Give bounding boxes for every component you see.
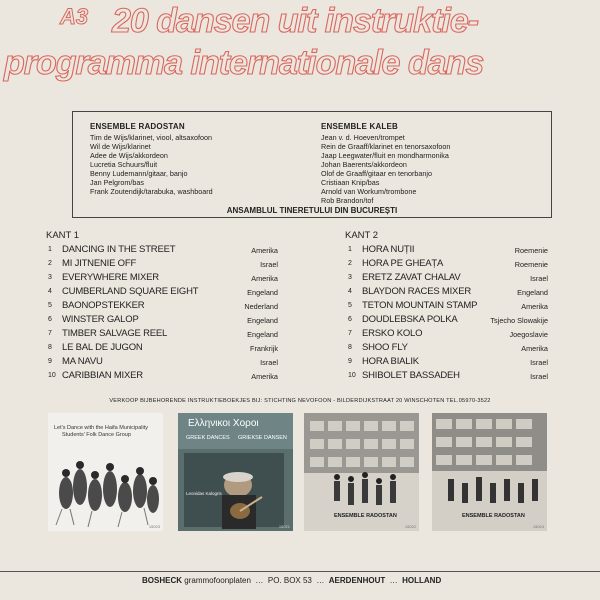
track-number: 2: [48, 260, 52, 267]
track-country: Amerika: [521, 344, 548, 353]
member: Cristiaan Knip/bas: [321, 178, 380, 187]
album-thumbnail-greek-dances: [178, 413, 293, 531]
track-row: [348, 300, 548, 314]
track-title: MA NAVU: [62, 356, 103, 367]
track-row: [48, 244, 278, 258]
track-country: Israel: [530, 358, 548, 367]
track-country: Engeland: [247, 330, 278, 339]
track-country: Frankrijk: [250, 344, 278, 353]
band-label: ENSEMBLE RADOSTAN: [334, 513, 397, 519]
track-country: Tsjecho Slowakije: [490, 316, 548, 325]
track-number: 6: [48, 316, 52, 323]
track-country: Engeland: [247, 316, 278, 325]
track-country: Roemenie: [514, 260, 548, 269]
track-number: 5: [48, 302, 52, 309]
member: Arnold van Workum/trombone: [321, 187, 417, 196]
album-thumbnail-radostan-1: [304, 413, 419, 531]
track-country: Amerika: [251, 372, 278, 381]
track-title: SHIBOLET BASSADEH: [362, 370, 460, 381]
track-title: CARIBBIAN MIXER: [62, 370, 143, 381]
member: Tim de Wijs/klarinet, viool, altsaxofoon: [90, 133, 212, 142]
track-title: TETON MOUNTAIN STAMP: [362, 300, 478, 311]
title-line-2: programma internationale dans: [4, 44, 484, 82]
track-number: 8: [348, 344, 352, 351]
publisher-name: BOSHECK: [142, 576, 183, 585]
track-row: [48, 300, 278, 314]
thumb-code: 15021: [278, 524, 290, 529]
griekse-dansen-label: GRIEKSE DANSEN: [238, 435, 287, 441]
track-row: [348, 342, 548, 356]
publisher-country: HOLLAND: [402, 576, 442, 585]
album-thumbnail-haifa: [48, 413, 163, 531]
ensembles-box: [72, 111, 552, 218]
member: Frank Zoutendijk/tarabuka, washboard: [90, 187, 213, 196]
track-number: 9: [348, 358, 352, 365]
track-number: 1: [48, 246, 52, 253]
track-row: [348, 258, 548, 272]
track-country: Israel: [530, 274, 548, 283]
track-row: [48, 342, 278, 356]
greek-dances-label: GREEK DANCES: [186, 435, 230, 441]
musician-photo: [178, 413, 293, 531]
track-number: 10: [48, 372, 56, 379]
track-country: Joegoslavie: [509, 330, 548, 339]
track-number: 4: [348, 288, 352, 295]
track-title: SHOO FLY: [362, 342, 408, 353]
member: Adee de Wijs/akkordeon: [90, 151, 168, 160]
track-number: 10: [348, 372, 356, 379]
track-title: HORA BIALIK: [362, 356, 419, 367]
track-row: [48, 286, 278, 300]
member: Jan Pelgrom/bas: [90, 178, 144, 187]
track-row: [348, 244, 548, 258]
member: Rein de Graaff/klarinet en tenorsaxofoon: [321, 142, 451, 151]
track-title: EVERYWHERE MIXER: [62, 272, 159, 283]
thumb-code: 15023: [148, 524, 160, 529]
album-thumbnail-radostan-2: [432, 413, 547, 531]
title-line-1: 20 dansen uit instruktie-: [112, 2, 479, 40]
kant-2-label: KANT 2: [345, 230, 379, 241]
track-row: [48, 370, 278, 384]
kant-1-label: KANT 1: [46, 230, 80, 241]
track-title: BLAYDON RACES MIXER: [362, 286, 471, 297]
publisher-type: grammofoonplaten: [184, 576, 251, 585]
order-info: VERKOOP BIJBEHORENDE INSTRUKTIEBOEKJES BIJ: STICHTING NEVOFOON - BILDERDIJKSTRAAT 20 WINSCHOTEN TEL.05970-3522: [109, 398, 491, 404]
member: Rob Brandon/tof: [321, 196, 374, 205]
track-number: 7: [348, 330, 352, 337]
track-number: 2: [348, 260, 352, 267]
thumb-caption-2: Students' Folk Dance Group: [62, 432, 131, 438]
track-row: [48, 314, 278, 328]
track-title: ERSKO KOLO: [362, 328, 423, 339]
track-country: Israel: [260, 260, 278, 269]
thumb-caption-1: Let's Dance with the Haifa Municipality: [54, 425, 148, 431]
publisher-box: PO. BOX 53: [267, 576, 312, 585]
track-title: TIMBER SALVAGE REEL: [62, 328, 168, 339]
track-row: [348, 272, 548, 286]
track-country: Amerika: [251, 274, 278, 283]
track-country: Amerika: [251, 246, 278, 255]
track-title: CUMBERLAND SQUARE EIGHT: [62, 286, 199, 297]
track-title: LE BAL DE JUGON: [62, 342, 143, 353]
band-label: ENSEMBLE RADOSTAN: [462, 513, 525, 519]
member: Jaap Leegwater/fluit en mondharmonika: [321, 151, 449, 160]
track-row: [48, 356, 278, 370]
track-number: 6: [348, 316, 352, 323]
member: Lucretia Schuurs/fluit: [90, 160, 158, 169]
member: Olof de Graaff/gitaar en tenorbanjo: [321, 169, 432, 178]
track-number: 3: [348, 274, 352, 281]
track-number: 8: [48, 344, 52, 351]
track-title: HORA NUȚII: [362, 244, 415, 255]
track-title: ERETZ ZAVAT CHALAV: [362, 272, 461, 283]
track-country: Israel: [530, 372, 548, 381]
track-number: 9: [48, 358, 52, 365]
ensemble-kaleb-title: ENSEMBLE KALEB: [321, 122, 399, 131]
track-title: HORA PE GHEAȚA: [362, 258, 444, 269]
track-number: 4: [48, 288, 52, 295]
ensemble-radostan-title: ENSEMBLE RADOSTAN: [90, 122, 185, 131]
publisher-line: BOSHECK grammofoonplaten … PO. BOX 53 … AERDENHOUT … HOLLAND: [142, 576, 442, 585]
track-row: [348, 328, 548, 342]
thumb-code: 15022: [404, 524, 416, 529]
track-country: Amerika: [521, 302, 548, 311]
track-country: Roemenie: [514, 246, 548, 255]
track-number: 3: [48, 274, 52, 281]
track-row: [348, 356, 548, 370]
greek-title: Ελληνικοι Χοροι: [188, 418, 259, 429]
track-row: [48, 258, 278, 272]
member: Wil de Wijs/klarinet: [90, 142, 151, 151]
member: Jean v. d. Hoeven/trompet: [321, 133, 405, 142]
track-country: Engeland: [517, 288, 548, 297]
publisher-town: AERDENHOUT: [328, 576, 386, 585]
track-row: [348, 286, 548, 300]
thumb-code: 15024: [532, 524, 544, 529]
track-country: Israel: [260, 358, 278, 367]
ensemble-bucuresti-title: ANSAMBLUL TINERETULUI DIN BUCUREȘTI: [226, 206, 398, 215]
track-number: 5: [348, 302, 352, 309]
track-row: [348, 370, 548, 384]
track-country: Engeland: [247, 288, 278, 297]
artist-credit: Leonidas Kalogris: [186, 491, 222, 496]
track-title: WINSTER GALOP: [62, 314, 139, 325]
member: Benny Ludemann/gitaar, banjo: [90, 169, 188, 178]
track-title: DANCING IN THE STREET: [62, 244, 176, 255]
catalog-code: A3: [60, 4, 89, 29]
track-country: Nederland: [244, 302, 278, 311]
track-row: [48, 272, 278, 286]
track-title: BAONOPSTEKKER: [62, 300, 145, 311]
track-title: DOUDLEBSKA POLKA: [362, 314, 458, 325]
track-number: 1: [348, 246, 352, 253]
track-number: 7: [48, 330, 52, 337]
track-title: MI JITNENIE OFF: [62, 258, 137, 269]
member: Johan Baerents/akkordeon: [321, 160, 407, 169]
track-row: [48, 328, 278, 342]
track-row: [348, 314, 548, 328]
